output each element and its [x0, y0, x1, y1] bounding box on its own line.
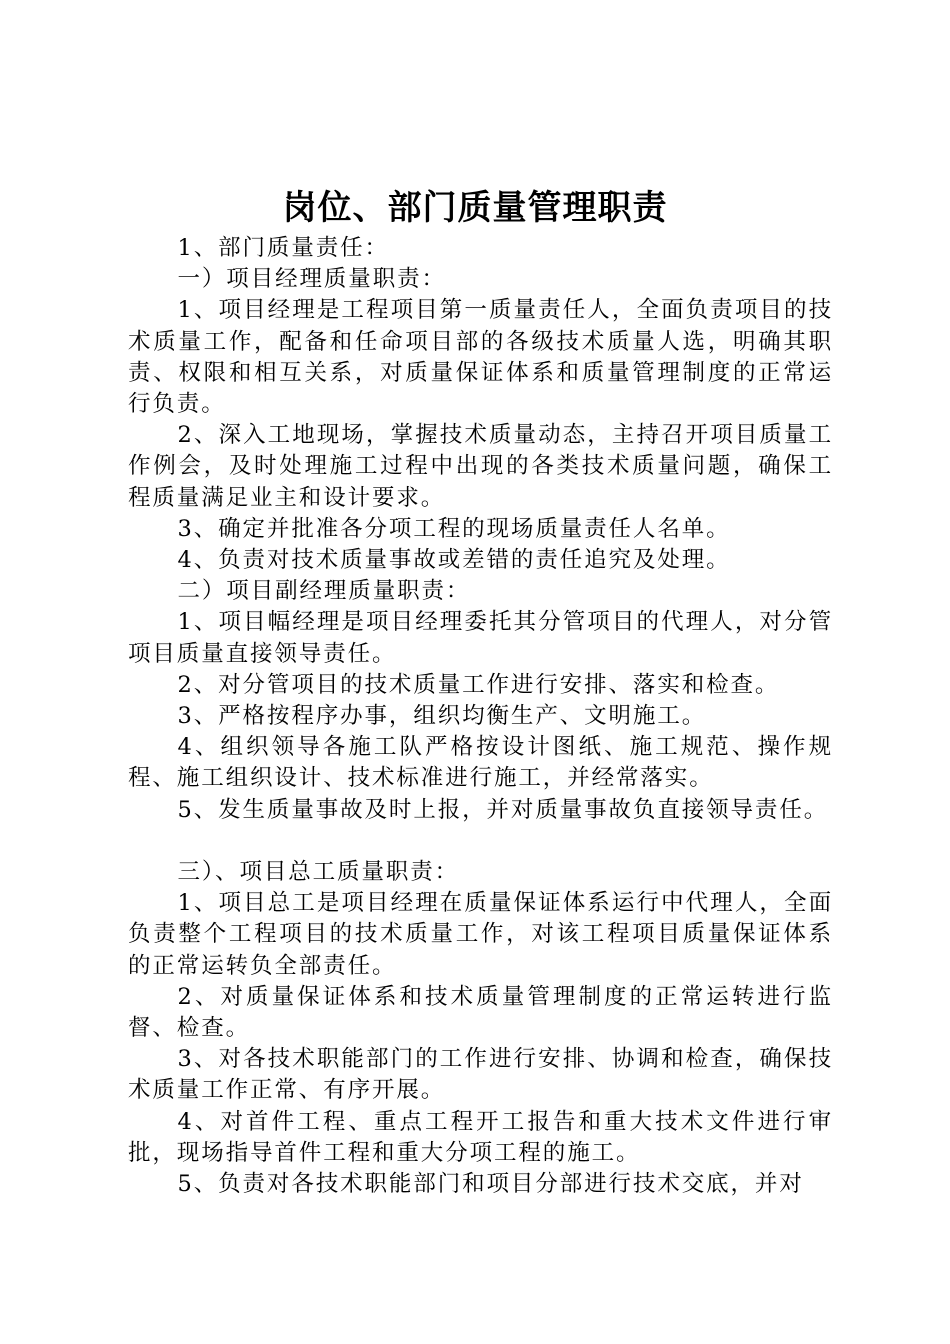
- paragraph: 2、深入工地现场，掌握技术质量动态，主持召开项目质量工作例会，及时处理施工过程中出现的各类技术质量问题，确保工程质量满足业主和设计要求。: [128, 422, 833, 511]
- paragraph: 4、负责对技术质量事故或差错的责任追究及处理。: [177, 547, 731, 574]
- paragraph: 4、对首件工程、重点工程开工报告和重大技术文件进行审批，现场指导首件工程和重大分项工程的施工。: [128, 1108, 833, 1166]
- heading-chief-engineer: 三）、项目总工质量职责：: [177, 859, 460, 886]
- document-body: [128, 233, 833, 1200]
- paragraph: 5、发生质量事故及时上报，并对质量事故负直接领导责任。: [177, 796, 829, 823]
- blank-line: [128, 826, 833, 857]
- paragraph: 3、确定并批准各分项工程的现场质量责任人名单。: [177, 515, 731, 542]
- heading-deputy-manager: 二）项目副经理质量职责：: [177, 578, 471, 605]
- paragraph: 4、组织领导各施工队严格按设计图纸、施工规范、操作规程、施工组织设计、技术标准进行施工，并经常落实。: [128, 734, 833, 792]
- paragraph: 1、项目幅经理是项目经理委托其分管项目的代理人，对分管项目质量直接领导责任。: [128, 609, 833, 667]
- paragraph: 5、负责对各技术职能部门和项目分部进行技术交底，并对: [177, 1171, 804, 1198]
- paragraph: 2、对分管项目的技术质量工作进行安排、落实和检查。: [177, 671, 780, 698]
- paragraph: 2、对质量保证体系和技术质量管理制度的正常运转进行监督、检查。: [128, 983, 833, 1042]
- paragraph: 3、严格按程序办事，组织均衡生产、文明施工。: [177, 703, 707, 730]
- paragraph: 1、项目经理是工程项目第一质量责任人，全面负责项目的技术质量工作，配备和任命项目部的各级技术质量人选，明确其职责、权限和相互关系，对质量保证体系和质量管理制度的正常运行负责。: [128, 297, 833, 418]
- paragraph: 1、项目总工是项目经理在质量保证体系运行中代理人，全面负责整个工程项目的技术质量工作，对该工程项目质量保证体系的正常运转负全部责任。: [128, 890, 833, 979]
- heading-project-manager: 一）项目经理质量职责：: [177, 266, 446, 293]
- paragraph-section-1: 1、部门质量责任：: [177, 235, 389, 261]
- document-title: 岗位、部门质量管理职责: [282, 188, 668, 228]
- paragraph: 3、对各技术职能部门的工作进行安排、协调和检查，确保技术质量工作正常、有序开展。: [128, 1046, 833, 1104]
